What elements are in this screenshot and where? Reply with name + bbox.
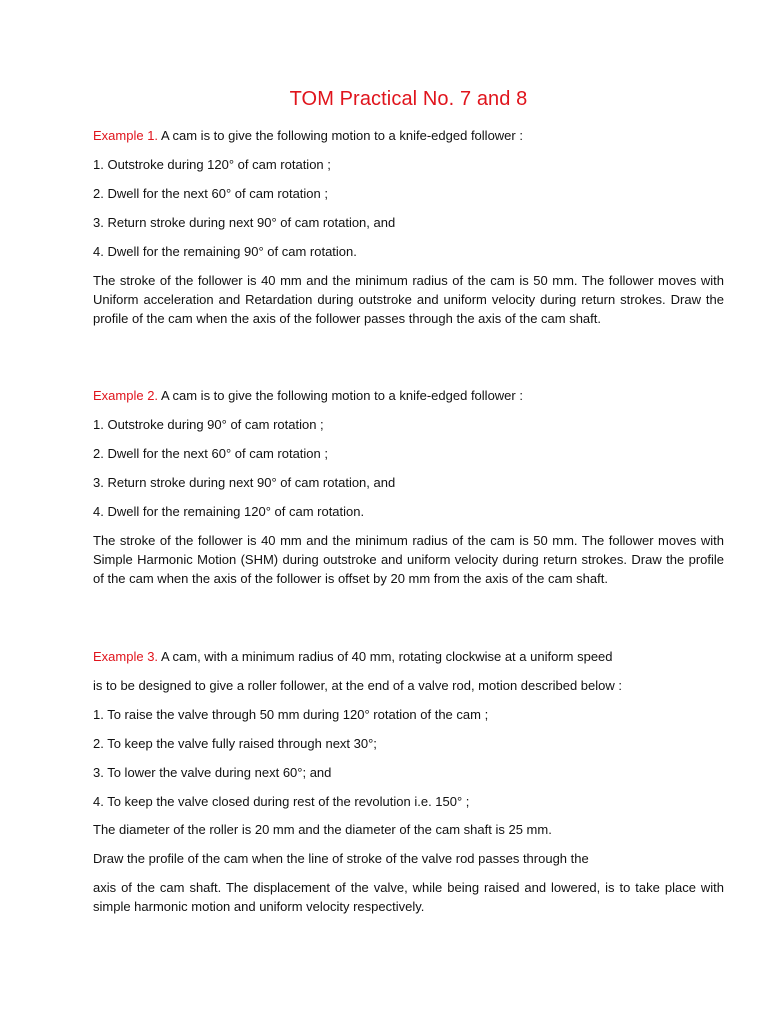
example-1-item-1: 1. Outstroke during 120° of cam rotation ; [93,157,331,172]
example-2-intro [93,386,724,405]
example-3-intro-text: A cam, with a minimum radius of 40 mm, rotating clockwise at a uniform speed [158,649,613,664]
example-2-paragraph: The stroke of the follower is 40 mm and the minimum radius of the cam is 50 mm. The follower moves with Simple Harmonic Motion (SHM) during outstroke and uniform velocity during return strokes. Draw the profile of the cam when the axis of the follower is offset by 20 mm from the axis of the cam shaft. [93,533,724,586]
example-3-paragraph: axis of the cam shaft. The displacement of the valve, while being raised and lowered, is to take place with simple harmonic motion and uniform velocity respectively. [93,880,724,914]
example-1-label: Example 1. [93,128,159,143]
example-2-item-1: 1. Outstroke during 90° of cam rotation ; [93,417,324,432]
example-3-item-4: 4. To keep the valve closed during rest of the revolution i.e. 150° ; [93,794,470,809]
example-3-intro-continued: is to be designed to give a roller follower, at the end of a valve rod, motion described below : [93,678,622,693]
example-2-intro-text: A cam is to give the following motion to a knife-edged follower : [158,388,523,403]
example-1-paragraph: The stroke of the follower is 40 mm and the minimum radius of the cam is 50 mm. The follower moves with Uniform acceleration and Retardation during outstroke and uniform velocity during return strokes. Draw the profile of the cam when the axis of the follower passes through the axis of the cam shaft. [93,273,724,326]
page-title: TOM Practical No. 7 and 8 [289,88,528,110]
example-1-item-4: 4. Dwell for the remaining 90° of cam rotation. [93,244,357,259]
example-3-item-3: 3. To lower the valve during next 60°; and [93,765,332,780]
example-3-item-2: 2. To keep the valve fully raised through next 30°; [93,736,377,751]
example-2-item-3: 3. Return stroke during next 90° of cam rotation, and [93,475,396,490]
example-3-intro [93,647,724,666]
example-2-item-4: 4. Dwell for the remaining 120° of cam rotation. [93,504,365,519]
example-2-item-2: 2. Dwell for the next 60° of cam rotation ; [93,446,328,461]
example-1-intro [93,126,724,145]
example-3-label: Example 3. [93,649,159,664]
example-3-line-1: The diameter of the roller is 20 mm and the diameter of the cam shaft is 25 mm. [93,822,552,837]
example-2-label: Example 2. [93,388,159,403]
example-1-intro-text: A cam is to give the following motion to a knife-edged follower : [158,128,523,143]
example-3-item-1: 1. To raise the valve through 50 mm during 120° rotation of the cam ; [93,707,489,722]
example-1-item-2: 2. Dwell for the next 60° of cam rotation ; [93,186,328,201]
example-1-item-3: 3. Return stroke during next 90° of cam rotation, and [93,215,396,230]
example-3-line-2: Draw the profile of the cam when the line of stroke of the valve rod passes through the [93,851,589,866]
